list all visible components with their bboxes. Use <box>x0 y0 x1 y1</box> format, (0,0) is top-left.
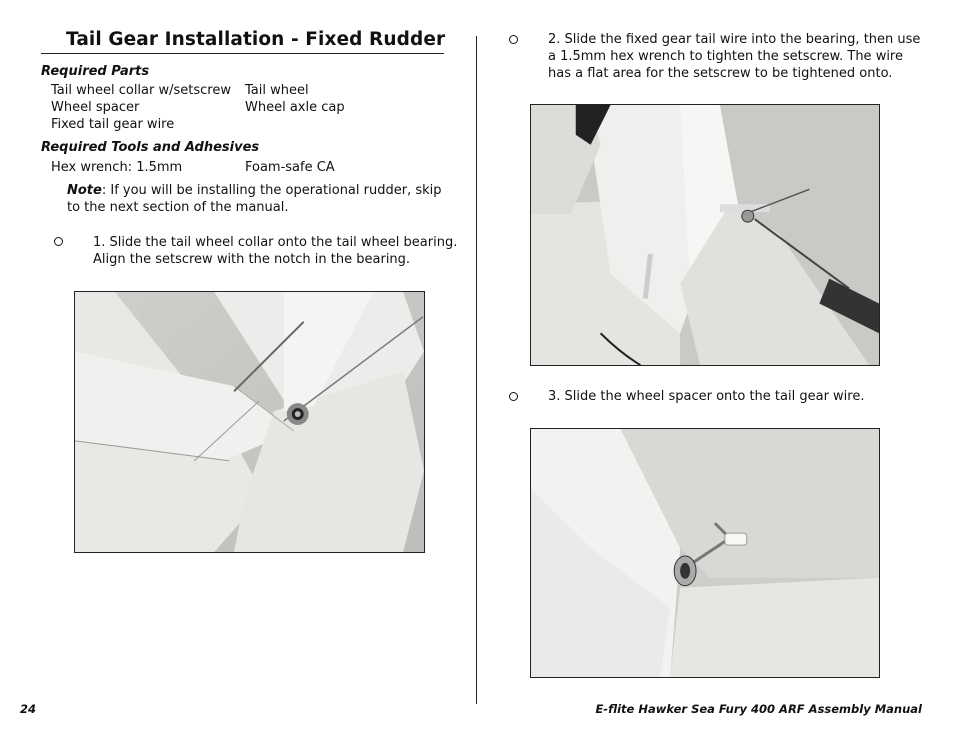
part-item: Tail wheel <box>245 83 309 98</box>
required-parts-heading: Required Parts <box>41 64 150 79</box>
part-item: Tail wheel collar w/setscrew <box>51 83 231 98</box>
manual-title: E-flite Hawker Sea Fury 400 ARF Assembly Manual <box>595 702 922 716</box>
part-item: Wheel spacer <box>51 100 140 115</box>
note-text-line1: : If you will be installing the operational rudder, skip <box>101 183 442 198</box>
checkbox-circle-icon[interactable] <box>509 35 518 44</box>
step-1-line1: 1. Slide the tail wheel collar onto the tail wheel bearing. <box>93 235 458 250</box>
page-number: 24 <box>20 702 37 716</box>
required-tools-heading: Required Tools and Adhesives <box>41 140 260 155</box>
note-block <box>67 182 447 216</box>
page-title: Tail Gear Installation - Fixed Rudder <box>66 29 446 50</box>
parts-list-col1 <box>51 82 231 133</box>
step-1-line2: Align the setscrew with the notch in the bearing. <box>93 252 411 267</box>
step-1-text <box>93 234 458 268</box>
title-underline <box>41 53 444 54</box>
checkbox-circle-icon[interactable] <box>54 237 63 246</box>
step-3-photo <box>530 428 880 678</box>
parts-list-col2 <box>245 82 345 116</box>
tool-item: Hex wrench: 1.5mm <box>51 160 183 175</box>
part-item: Wheel axle cap <box>245 100 345 115</box>
tool-item: Foam-safe CA <box>245 160 335 175</box>
step-2-photo <box>530 104 880 366</box>
step-2-line1: 2. Slide the fixed gear tail wire into the bearing, then use <box>548 32 921 47</box>
step-2-line3: has a flat area for the setscrew to be tightened onto. <box>548 66 893 81</box>
column-divider <box>476 36 477 704</box>
step-2-text <box>548 31 921 82</box>
step-2-line2: a 1.5mm hex wrench to tighten the setscrew. The wire <box>548 49 903 64</box>
step-3-text: 3. Slide the wheel spacer onto the tail gear wire. <box>548 389 865 404</box>
step-1-photo <box>74 291 425 553</box>
note-label: Note <box>67 183 102 198</box>
checkbox-circle-icon[interactable] <box>509 392 518 401</box>
note-text-line2: to the next section of the manual. <box>67 200 289 215</box>
part-item: Fixed tail gear wire <box>51 117 175 132</box>
